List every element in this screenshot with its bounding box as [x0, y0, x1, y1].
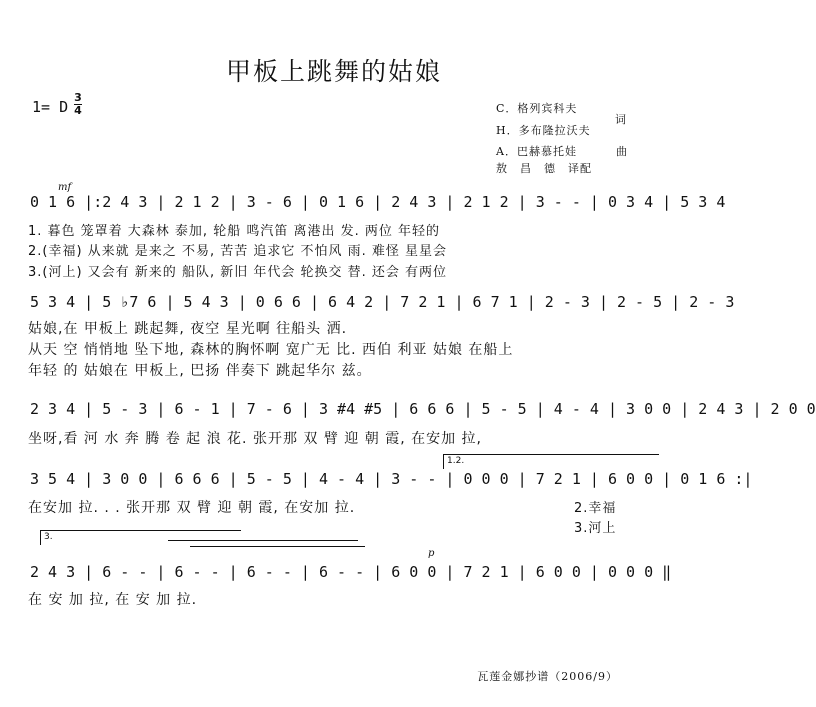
- volta-1-2: [443, 454, 659, 469]
- dynamic-mf: mf: [58, 182, 72, 193]
- system-2-verse-1: 姑娘,在 甲板上 跳起舞, 夜空 星光啊 往船头 洒.: [28, 321, 348, 337]
- system-1-notes: 0 1 6 |:2 4 3 | 2 1 2 | 3 - 6 | 0 1 6 | 2 4 3 | 2 1 2 | 3 - - | 0 3 4 | 5 3 4: [30, 193, 726, 211]
- time-signature-top: 3: [74, 91, 82, 104]
- system-5-notes: 2 4 3 | 6 - - | 6 - - | 6 - - | 6 - - | 6 0 0 | 7 2 1 | 6 0 0 | 0 0 0 ‖: [30, 563, 672, 581]
- volta-3-label: 3.: [44, 532, 53, 542]
- volta-1-2-label: 1.2.: [447, 456, 465, 466]
- lyricist-role: 词: [615, 113, 627, 126]
- slur-line: [168, 540, 358, 541]
- song-title: 甲板上跳舞的姑娘: [225, 57, 442, 86]
- translator-credit: 敖 昌 德 译配: [496, 162, 592, 175]
- system-4-notes: 3 5 4 | 3 0 0 | 6 6 6 | 5 - 5 | 4 - 4 | 3 - - | 0 0 0 | 7 2 1 | 6 0 0 | 0 1 6 :|: [30, 470, 753, 488]
- time-signature: [74, 93, 82, 116]
- composer-role: 曲: [616, 145, 628, 158]
- system-1-verse-1: 1. 暮色 笼罩着 大森林 泰加, 轮船 鸣汽笛 离港出 发. 两位 年轻的: [28, 224, 440, 239]
- system-1-verse-2: 2.(幸福) 从来就 是来之 不易, 苦苦 追求它 不怕风 雨. 难怪 星星会: [28, 244, 448, 259]
- transcriber-footer: 瓦莲金娜抄谱（2006/9）: [477, 670, 618, 683]
- key-signature: 1= D: [32, 98, 69, 116]
- system-3-lyric: 坐呀,看 河 水 奔 腾 卷 起 浪 花. 张开那 双 臂 迎 朝 霞, 在安加 拉,: [28, 431, 483, 447]
- ending-2-label: 2.幸福: [574, 501, 617, 516]
- dynamic-p: p: [428, 548, 435, 559]
- volta-3: [40, 530, 241, 545]
- lyricist-credit-1: C．格列宾科夫: [496, 102, 578, 115]
- ending-3-label: 3.河上: [574, 521, 617, 536]
- time-signature-bottom: 4: [74, 104, 82, 117]
- system-2-verse-2: 从天 空 悄悄地 坠下地, 森林的胸怀啊 宽广无 比. 西伯 利亚 姑娘 在船上: [28, 342, 514, 358]
- system-1-verse-3: 3.(河上) 又会有 新来的 船队, 新旧 年代会 轮换交 替. 还会 有两位: [28, 265, 448, 280]
- system-4-lyric: 在安加 拉. . . 张开那 双 臂 迎 朝 霞, 在安加 拉.: [28, 500, 356, 516]
- composer-credit: A．巴赫慕托娃: [496, 145, 577, 158]
- system-3-notes: 2 3 4 | 5 - 3 | 6 - 1 | 7 - 6 | 3 #4 #5 | 6 6 6 | 5 - 5 | 4 - 4 | 3 0 0 | 2 4 3 | 2 0 0: [30, 400, 816, 418]
- system-5-lyric: 在 安 加 拉, 在 安 加 拉.: [28, 592, 198, 608]
- lyricist-credit-2: H．多布隆拉沃夫: [496, 124, 591, 137]
- slur-line-2: [190, 546, 365, 547]
- system-2-notes: 5 3 4 | 5 ♭7 6 | 5 4 3 | 0 6 6 | 6 4 2 | 7 2 1 | 6 7 1 | 2 - 3 | 2 - 5 | 2 - 3: [30, 293, 735, 311]
- system-2-verse-3: 年轻 的 姑娘在 甲板上, 巴扬 伴奏下 跳起华尔 兹。: [28, 363, 372, 379]
